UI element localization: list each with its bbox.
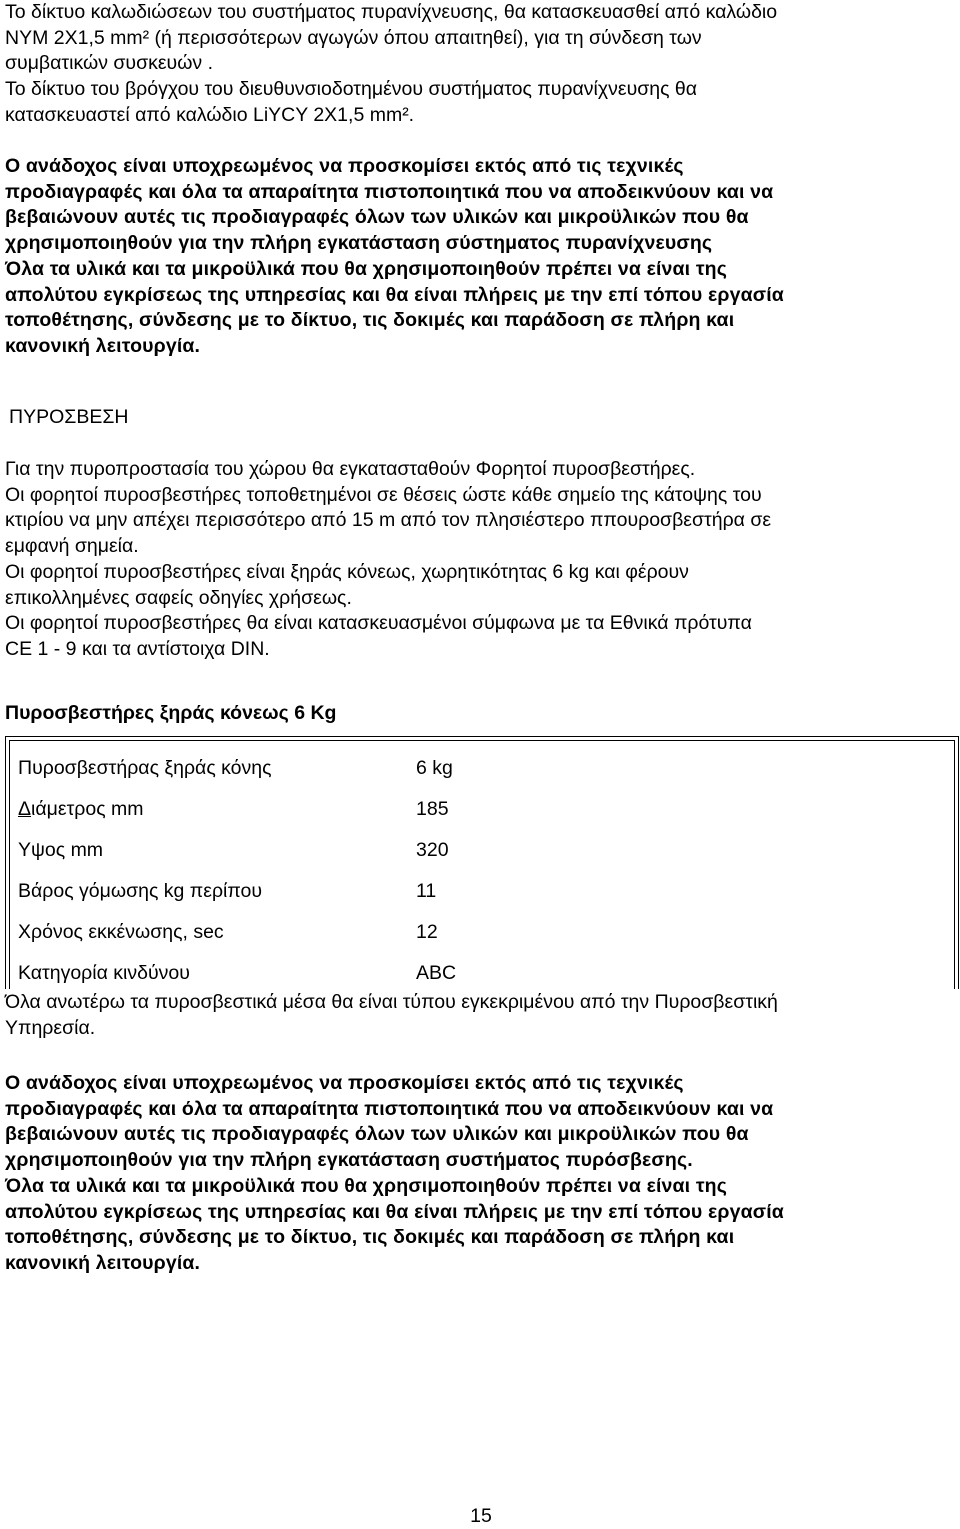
table-row — [6, 901, 958, 942]
spec-label: Χρόνος εκκένωσης, sec — [18, 921, 224, 943]
text-line: CE 1 - 9 και τα αντίστοιχα DIN. — [5, 637, 270, 660]
spec-value: 185 — [416, 798, 449, 820]
text-line: Όλα τα υλικά και τα μικροϋλικά που θα χρησιμοποιηθούν πρέπει να είναι της — [5, 257, 728, 280]
table-row — [6, 737, 958, 778]
text-line: Όλα ανωτέρω τα πυροσβεστικά μέσα θα είναι τύπου εγκεκριμένου από την Πυροσβεστική — [5, 991, 778, 1013]
table-row — [6, 819, 958, 860]
spec-label: Υψος mm — [18, 839, 104, 861]
text-line: Οι φορητοί πυροσβεστήρες θα είναι κατασκευασμένοι σύμφωνα με τα Εθνικά πρότυπα — [5, 612, 752, 635]
text-line: Το δίκτυο του βρόγχου του διευθυνσιοδοτημένου συστήματος πυρανίχνευσης θα — [5, 78, 698, 101]
text-line: NYM 2X1,5 mm² (ή περισσότερων αγωγών όπου απαιτηθεί), για τη σύνδεση των — [5, 26, 702, 49]
section-heading: ΠΥΡΟΣΒΕΣΗ — [9, 406, 129, 428]
text-line: απολύτου εγκρίσεως της υπηρεσίας και θα είναι πλήρεις με την επί τόπου εργασία — [5, 1200, 784, 1223]
spec-value: ABC — [416, 962, 457, 984]
text-line: Το δίκτυο καλωδιώσεων του συστήματος πυρανίχνευσης, θα κατασκευασθεί από καλώδιο — [5, 1, 778, 23]
text-line: βεβαιώνουν αυτές τις προδιαγραφές όλων των υλικών και μικροϋλικών που θα — [5, 206, 749, 229]
text-line: χρησιμοποιηθούν για την πλήρη εγκατάσταση συστήματος πυρόσβεσης. — [5, 1149, 693, 1172]
text-line: Ο ανάδοχος είναι υποχρεωμένος να προσκομίσει εκτός από τις τεχνικές — [5, 1072, 684, 1094]
spec-value: 12 — [416, 921, 438, 943]
table-title: Πυροσβεστήρες ξηράς κόνεως 6 Kg — [5, 702, 337, 724]
table-row — [6, 778, 958, 819]
spec-label: Βάρος γόμωσης kg περίπου — [18, 880, 263, 902]
text-line: κατασκευαστεί από καλώδιο LiYCY 2X1,5 mm². — [5, 103, 415, 126]
text-line: Ο ανάδοχος είναι υποχρεωμένος να προσκομίσει εκτός από τις τεχνικές — [5, 155, 684, 177]
spec-value: 11 — [416, 880, 437, 902]
text-line: Υπηρεσία. — [5, 1016, 96, 1039]
text-line: Οι φορητοί πυροσβεστήρες τοποθετημένοι σε θέσεις ώστε κάθε σημείο της κάτοψης του — [5, 483, 762, 506]
page-number: 15 — [470, 1505, 492, 1527]
text-line: κτιρίου να μην απέχει περισσότερο από 15 m από τον πλησιέστερο ππουροσβεστήρα σε — [5, 509, 772, 532]
text-line: επικολλημένες σαφείς οδηγίες χρήσεως. — [5, 586, 352, 609]
table-row — [6, 942, 958, 983]
contractor-obligation-paragraph-2 — [5, 1071, 784, 1277]
spec-label-rest: ιάμετρος mm — [31, 798, 144, 820]
spec-table — [5, 736, 959, 989]
spec-value: 6 kg — [416, 757, 453, 779]
text-line: απολύτου εγκρίσεως της υπηρεσίας και θα είναι πλήρεις με την επί τόπου εργασία — [5, 283, 784, 306]
text-line: Όλα τα υλικά και τα μικροϋλικά που θα χρησιμοποιηθούν πρέπει να είναι της — [5, 1174, 728, 1197]
text-line: προδιαγραφές και όλα τα απαραίτητα πιστοποιητικά που να αποδεικνύουν και να — [5, 1097, 774, 1120]
spec-label — [18, 798, 144, 821]
text-line: Για την πυροπροστασία του χώρου θα εγκατασταθούν Φορητοί πυροσβεστήρες. — [5, 458, 696, 480]
text-line: Οι φορητοί πυροσβεστήρες είναι ξηράς κόνεως, χωρητικότητας 6 kg και φέρουν — [5, 560, 689, 583]
spec-value: 320 — [416, 839, 449, 861]
text-line: συμβατικών συσκευών . — [5, 52, 214, 75]
text-line: εμφανή σημεία. — [5, 535, 139, 558]
spec-label: Κατηγορία κινδύνου — [18, 962, 190, 984]
text-line: κανονική λειτουργία. — [5, 1251, 201, 1274]
approval-paragraph — [5, 990, 778, 1041]
cabling-paragraph — [5, 0, 777, 129]
text-line: κανονική λειτουργία. — [5, 334, 201, 357]
contractor-obligation-paragraph — [5, 154, 784, 360]
text-line: βεβαιώνουν αυτές τις προδιαγραφές όλων των υλικών και μικροϋλικών που θα — [5, 1123, 749, 1146]
first-letter-underline: Δ — [18, 798, 32, 820]
text-line: τοποθέτησης, σύνδεσης με το δίκτυο, τις δοκιμές και παράδοση σε πλήρη και — [5, 309, 735, 332]
extinguishers-paragraph — [5, 457, 771, 663]
spec-label: Πυροσβεστήρας ξηράς κόνης — [18, 757, 272, 779]
text-line: προδιαγραφές και όλα τα απαραίτητα πιστοποιητικά που να αποδεικνύουν και να — [5, 180, 774, 203]
table-row — [6, 860, 958, 901]
text-line: χρησιμοποιηθούν για την πλήρη εγκατάσταση σύστηματος πυρανίχνευσης — [5, 232, 713, 255]
text-line: τοποθέτησης, σύνδεσης με το δίκτυο, τις δοκιμές και παράδοση σε πλήρη και — [5, 1226, 735, 1249]
